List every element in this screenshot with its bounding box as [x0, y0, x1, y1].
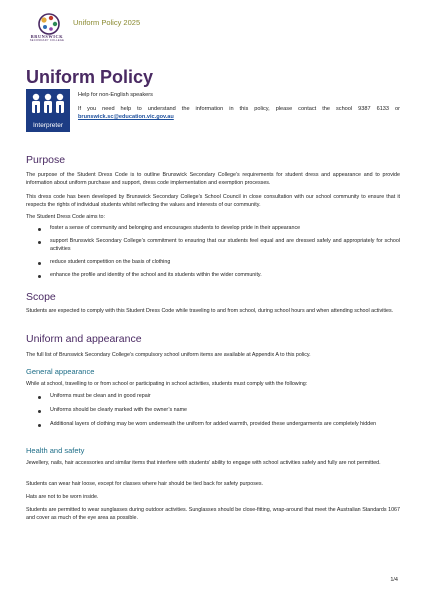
- purpose-paragraph-1: The purpose of the Student Dress Code is to outline Brunswick Secondary College’s requirements for student dress and appearance and to provide information about uniform purchase and support, dress code implementation and exemption processes.: [26, 172, 400, 186]
- health-paragraph-3: Hats are not to be worn inside.: [26, 494, 99, 500]
- health-paragraph-2: Students can wear hair loose, except for classes where hair should be tied back for safety purposes.: [26, 481, 264, 487]
- logo-wordmark: BRUNSWICK: [30, 34, 64, 39]
- purpose-heading: Purpose: [26, 154, 66, 166]
- page-title: Uniform Policy: [26, 67, 154, 87]
- general-appearance-item: Additional layers of clothing may be worn underneath the uniform for added warmth, provided these undergarments are completely hidden: [50, 421, 377, 427]
- health-paragraph-4: Students are permitted to wear sunglasses during outdoor activities. Sunglasses should be close-fitting, wrap-around that meet the Australian Standards 1067 and cover as much of the eye area as possible.: [26, 507, 400, 521]
- running-header-title: Uniform Policy 2025: [73, 18, 141, 27]
- bullet-icon: [38, 396, 41, 399]
- bullet-icon: [38, 275, 41, 278]
- health-paragraph-1: Jewellery, nails, hair accessories and similar items that interfere with students’ ability to engage with school activities safely and fully are not permitted.: [26, 460, 381, 466]
- general-appearance-intro: While at school, travelling to or from school or participating in school activities, students must comply with the following:: [26, 381, 308, 387]
- health-safety-heading: Health and safety: [26, 446, 85, 455]
- interpreter-text: [78, 106, 400, 121]
- page-number: 1/4: [390, 577, 398, 583]
- logo-subtext: SECONDARY COLLEGE: [29, 39, 65, 42]
- aim-item: support Brunswick Secondary College’s commitment to ensuring that our students feel equal and are dressed safely and appropriately for school activities: [50, 238, 400, 252]
- bullet-icon: [38, 410, 41, 413]
- general-appearance-item: Uniforms should be clearly marked with the owner’s name: [50, 407, 188, 413]
- aim-item: enhance the profile and identity of the school and its students within the wider community.: [50, 272, 262, 278]
- interpreter-people-icon: [26, 89, 70, 121]
- general-appearance-heading: General appearance: [26, 367, 95, 376]
- aim-item: reduce student competition on the basis of clothing: [50, 259, 171, 265]
- contact-email-link[interactable]: brunswick.sc@education.vic.gov.au: [78, 113, 174, 120]
- bullet-icon: [38, 241, 41, 244]
- aim-item: foster a sense of community and belonging and encourages students to develop pride in their appearance: [50, 225, 301, 231]
- interpreter-help-text: If you need help to understand the information in this policy, please contact the school 9387 6133 or: [78, 106, 400, 112]
- bullet-icon: [38, 228, 41, 231]
- bullet-icon: [38, 262, 41, 265]
- interpreter-heading: Help for non-English speakers: [78, 92, 153, 98]
- aims-intro: The Student Dress Code aims to:: [26, 214, 106, 220]
- uniform-heading: Uniform and appearance: [26, 333, 142, 345]
- scope-paragraph: Students are expected to comply with this Student Dress Code while traveling to and from school, during school hours and when attending school activities.: [26, 308, 394, 314]
- interpreter-label: Interpreter: [33, 122, 63, 129]
- general-appearance-item: Uniforms must be clean and in good repair: [50, 393, 151, 399]
- purpose-paragraph-2: This dress code has been developed by Brunswick Secondary College’s School Council in close consultation with our school community to ensure that it respects the rights of individual students whilst reflecting the values and interests of our community.: [26, 194, 400, 208]
- scope-heading: Scope: [26, 291, 56, 303]
- interpreter-badge: [26, 89, 70, 132]
- bullet-icon: [38, 424, 41, 427]
- uniform-paragraph: The full list of Brunswick Secondary College’s compulsory school uniform items are available at Appendix A to this policy.: [26, 352, 311, 358]
